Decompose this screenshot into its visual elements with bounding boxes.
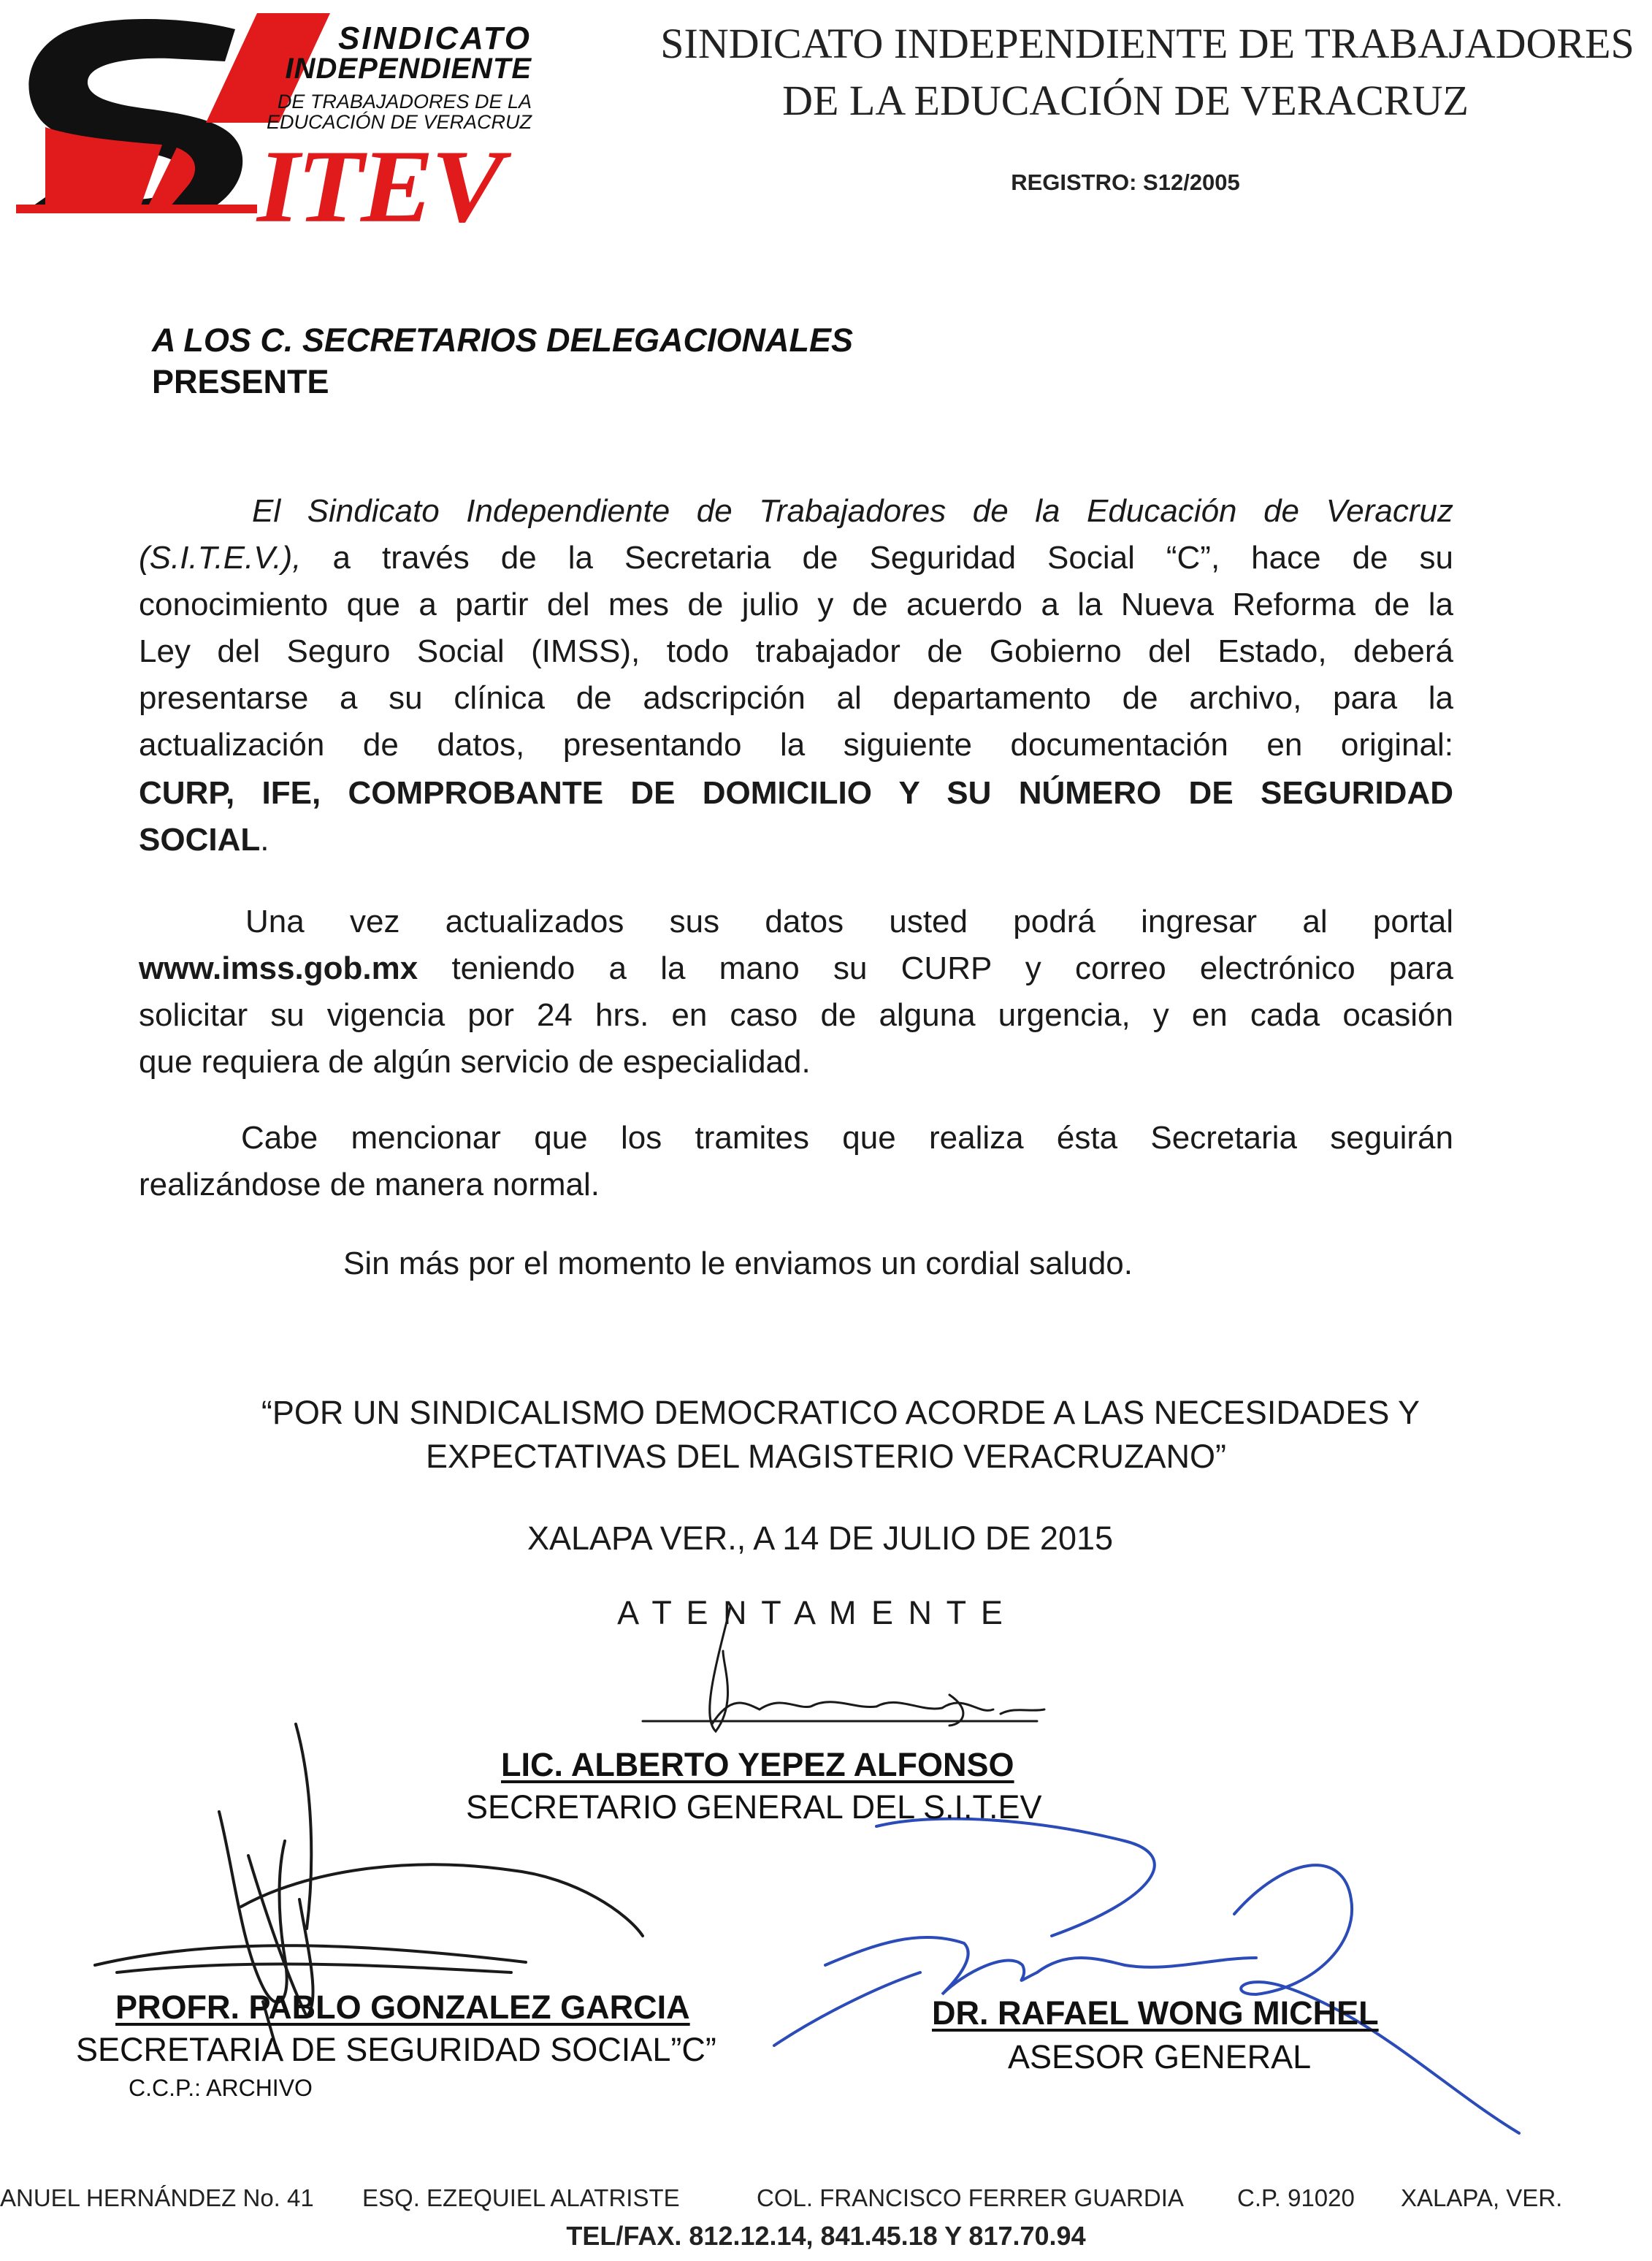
footer-postal-code: C.P. 91020	[1237, 2184, 1355, 2211]
footer-address	[0, 2184, 1652, 2216]
logo-text-sindicato: SINDICATO	[338, 20, 532, 56]
p3-line-1: Cabe mencionar que los tramites que realiza ésta Secretaria seguirán	[241, 1120, 1453, 1156]
letterhead-title-line2: DE LA EDUCACIÓN DE VERACRUZ	[782, 77, 1469, 124]
signatory-right-name: DR. RAFAEL WONG MICHEL	[932, 1994, 1379, 2032]
p1-line-2	[139, 538, 1453, 579]
p2-line-2	[139, 948, 1453, 989]
logo-text-trabajadores: DE TRABAJADORES DE LA	[277, 91, 532, 113]
footer-colonia: COL. FRANCISCO FERRER GUARDIA	[757, 2184, 1184, 2211]
p1-line-3: conocimiento que a partir del mes de julio y de acuerdo a la Nueva Reforma de la	[139, 587, 1453, 622]
p1-line-2-text: a través de la Secretaria de Seguridad Social “C”, hace de su	[301, 540, 1453, 576]
recipient-line: A LOS C. SECRETARIOS DELEGACIONALES	[152, 321, 854, 359]
motto-line-1: “POR UN SINDICALISMO DEMOCRATICO ACORDE A LAS NECESIDADES Y	[261, 1394, 1420, 1431]
p2-line-1: Una vez actualizados sus datos usted podrá ingresar al portal	[245, 904, 1453, 939]
p1-period: .	[260, 822, 269, 858]
motto-line-2: EXPECTATIVAS DEL MAGISTERIO VERACRUZANO”	[426, 1438, 1226, 1475]
atentamente: A T E N T A M E N T E	[617, 1594, 1006, 1631]
p1-line-8	[139, 820, 1453, 861]
letterhead-title-line1: SINDICATO INDEPENDIENTE DE TRABAJADORES	[660, 20, 1634, 67]
p2-line-2-text: teniendo a la mano su CURP y correo electrónico para	[418, 950, 1453, 986]
footer-phone: TEL/FAX. 812.12.14, 841.45.18 Y 817.70.94	[566, 2221, 1086, 2251]
ccp-archivo: C.C.P.: ARCHIVO	[129, 2075, 313, 2101]
p1-line-5: presentarse a su clínica de adscripción al departamento de archivo, para la	[139, 680, 1453, 716]
p1-line-4: Ley del Seguro Social (IMSS), todo trabajador de Gobierno del Estado, deberá	[139, 633, 1453, 669]
signatory-left-role: SECRETARIA DE SEGURIDAD SOCIAL”C”	[76, 2031, 716, 2068]
imss-url: www.imss.gob.mx	[139, 950, 418, 986]
footer-street: ANUEL HERNÁNDEZ No. 41	[0, 2184, 314, 2211]
footer-city: XALAPA, VER.	[1401, 2184, 1563, 2211]
signatory-left-name: PROFR. PABLO GONZALEZ GARCIA	[115, 1989, 690, 2026]
p2-line-3: solicitar su vigencia por 24 hrs. en caso de alguna urgencia, y en cada ocasión	[139, 997, 1453, 1033]
p1-line-1: El Sindicato Independiente de Trabajadores de la Educación de Veracruz	[252, 493, 1453, 529]
signatory-main-role: SECRETARIO GENERAL DEL S.I.T.EV	[466, 1788, 1042, 1826]
p1-sitev-abbrev: (S.I.T.E.V.),	[139, 540, 302, 576]
sitev-logo	[16, 13, 542, 245]
p1-social-bold: SOCIAL	[139, 822, 261, 858]
signature-wong	[774, 1819, 1519, 2133]
logo-wordmark: ITEV	[257, 129, 502, 245]
logo-text-independiente: INDEPENDIENTE	[285, 53, 532, 85]
presente-line: PRESENTE	[152, 363, 329, 400]
registration-number: REGISTRO: S12/2005	[1011, 169, 1240, 195]
p1-line-6: actualización de datos, presentando la siguiente documentación en original:	[139, 727, 1453, 763]
p3-line-2: realizándose de manera normal.	[139, 1167, 600, 1202]
p1-line-7: CURP, IFE, COMPROBANTE DE DOMICILIO Y SU NÚMERO DE SEGURIDAD	[139, 775, 1453, 811]
date-line: XALAPA VER., A 14 DE JULIO DE 2015	[527, 1520, 1114, 1557]
closing-greeting: Sin más por el momento le enviamos un cordial saludo.	[343, 1246, 1133, 1281]
footer-corner: ESQ. EZEQUIEL ALATRISTE	[362, 2184, 680, 2211]
signatory-main-name: LIC. ALBERTO YEPEZ ALFONSO	[501, 1746, 1014, 1783]
p2-line-4: que requiera de algún servicio de especialidad.	[139, 1044, 811, 1080]
signatory-right-role: ASESOR GENERAL	[1008, 2038, 1312, 2075]
logo-text-educacion: EDUCACIÓN DE VERACRUZ	[266, 111, 532, 133]
